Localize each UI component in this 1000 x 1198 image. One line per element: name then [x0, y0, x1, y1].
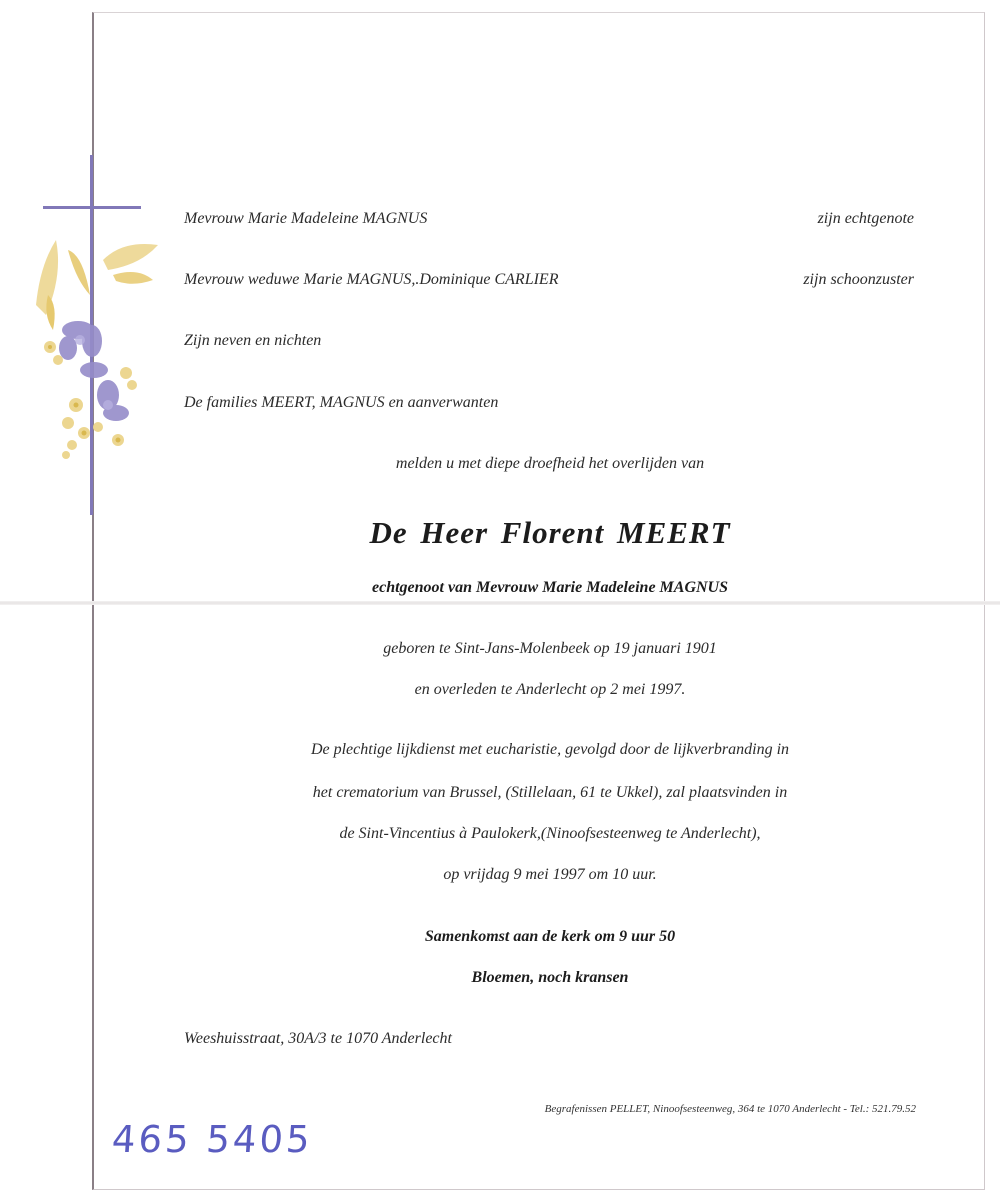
ceremony-line-2: het crematorium van Brussel, (Stillelaan, 61 te Ukkel), zal plaatsvinden in — [312, 784, 788, 801]
announcement-text: melden u met diepe droefheid het overlijden van — [395, 455, 705, 472]
deceased-name: De Heer Florent MEERT — [369, 515, 731, 550]
death-line: en overleden te Anderlecht op 2 mei 1997. — [414, 681, 686, 698]
mourner-name-4: De families MEERT, MAGNUS en aanverwanten — [184, 394, 499, 411]
mourner-relation-2: zijn schoonzuster — [803, 271, 914, 288]
ceremony-line-4: op vrijdag 9 mei 1997 om 10 uur. — [443, 866, 657, 883]
ceremony-line-1: De plechtige lijkdienst met eucharistie, gevolgd door de lijkverbranding in — [310, 741, 790, 758]
handwritten-number: 465 5405 — [110, 1118, 315, 1161]
undertaker-line: Begrafenissen PELLET, Ninoofsesteenweg, 364 te 1070 Anderlecht - Tel.: 521.79.52 — [544, 1103, 916, 1115]
fold-line — [0, 601, 1000, 605]
flowers-line: Bloemen, noch kransen — [471, 969, 629, 986]
birth-line: geboren te Sint-Jans-Molenbeek op 19 januari 1901 — [383, 640, 717, 657]
mourner-name-3: Zijn neven en nichten — [184, 332, 322, 349]
ceremony-line-3: de Sint-Vincentius à Paulokerk,(Ninoofsesteenweg te Anderlecht), — [339, 825, 761, 842]
address-line: Weeshuisstraat, 30A/3 te 1070 Anderlecht — [184, 1030, 452, 1047]
mourner-name-2: Mevrouw weduwe Marie MAGNUS,.Dominique CARLIER — [184, 271, 559, 288]
mourner-relation-1: zijn echtgenote — [817, 210, 914, 227]
spouse-line: echtgenoot van Mevrouw Marie Madeleine MAGNUS — [372, 579, 728, 596]
gathering-line: Samenkomst aan de kerk om 9 uur 50 — [424, 928, 676, 945]
mourner-name-1: Mevrouw Marie Madeleine MAGNUS — [184, 210, 428, 227]
